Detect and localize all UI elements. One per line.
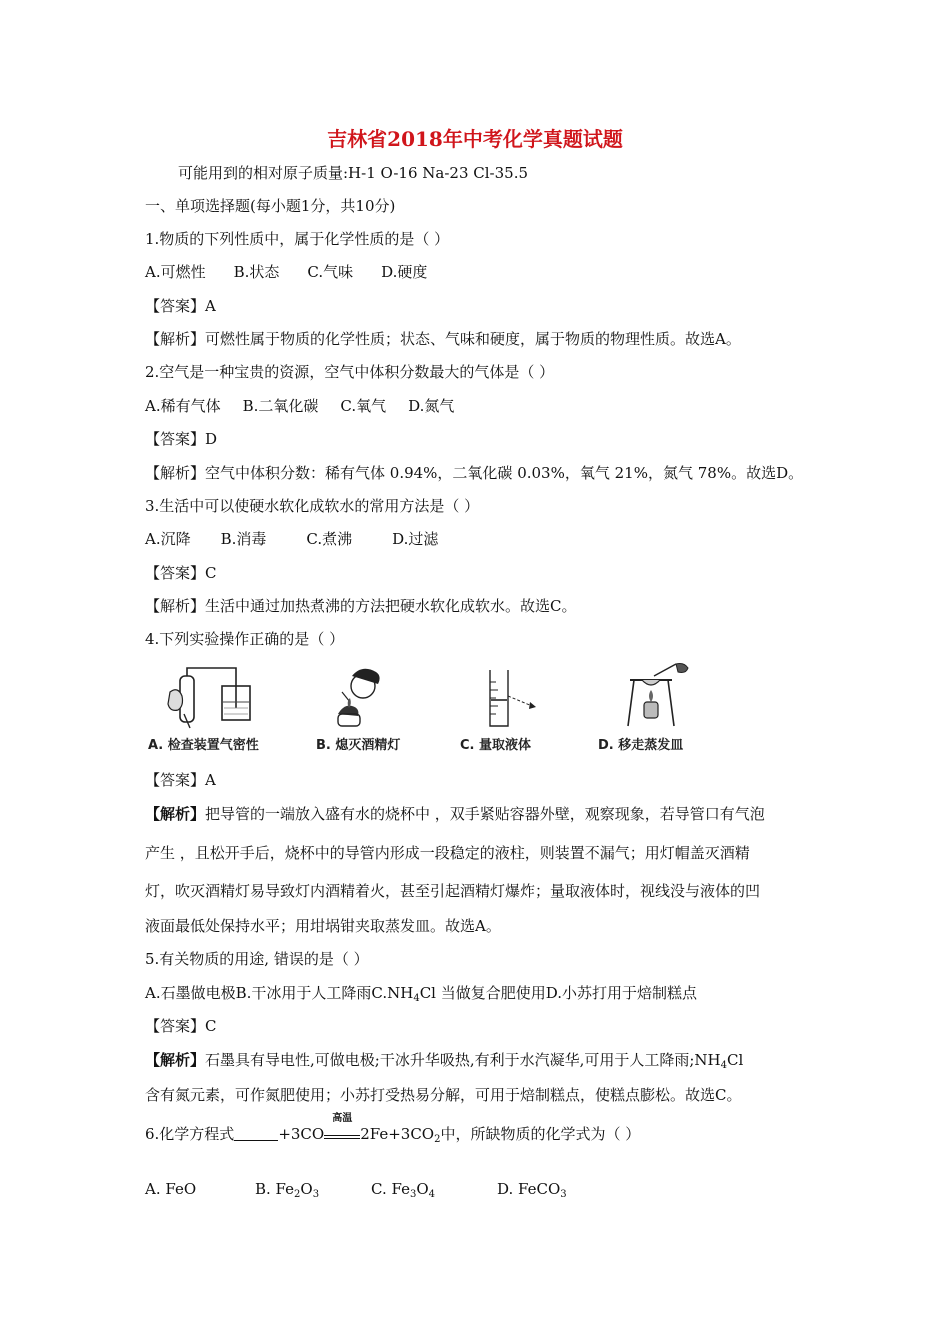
figure-c	[452, 662, 602, 758]
q4-answer-value: A	[205, 771, 216, 789]
q4-figures	[140, 662, 700, 758]
analysis-label: 【解析】	[145, 330, 206, 348]
q1-stem: 1.物质的下列性质中，属于化学性质的是（ ）	[145, 230, 450, 248]
q2-answer	[145, 429, 217, 449]
figure-b	[308, 662, 458, 758]
q6-option-a: A. FeO	[145, 1180, 197, 1198]
q3-stem: 3.生活中可以使硬水软化成软水的常用方法是（ ）	[145, 497, 480, 515]
q5-option-d: D.小苏打用于焙制糕点	[545, 984, 698, 1002]
figure-a-caption: A. 检查装置气密性	[148, 738, 259, 753]
answer-label: 【答案】	[145, 771, 206, 789]
answer-label: 【答案】	[145, 564, 206, 582]
q2-options	[145, 396, 482, 416]
q5-analysis-1: 【解析】石墨具有导电性,可做电极;干冰升华吸热,有利于水汽凝华,可用于人工降雨$;NH_4Cl$	[145, 1051, 744, 1071]
q3-answer	[145, 563, 217, 583]
graduated-cylinder-icon	[452, 662, 602, 732]
q3-analysis	[145, 596, 577, 616]
figure-b-caption: B. 熄灭酒精灯	[316, 738, 401, 753]
q3-option-b: B.消毒	[220, 530, 267, 548]
analysis-label: 【解析】	[145, 805, 206, 823]
q5-answer	[145, 1016, 217, 1036]
q5-analysis-2: 含有氮元素，可作氮肥使用；小苏打受热易分解，可用于焙制糕点，使糕点膨松。故选C。	[145, 1086, 742, 1104]
q4-answer	[145, 770, 216, 790]
analysis-label: 【解析】	[145, 1051, 206, 1069]
q2-analysis-text: 空气中体积分数：稀有气体 0.94%，二氧化碳 0.03%，氧气 21%，氮气 78%。故选D。	[205, 464, 804, 482]
analysis-label: 【解析】	[145, 597, 206, 615]
q1-answer-value: A	[205, 297, 216, 315]
q3-option-a: A.沉降	[145, 530, 191, 548]
q2-stem: 2.空气是一种宝贵的资源，空气中体积分数最大的气体是（ ）	[145, 363, 555, 381]
q2-option-b: B.二氧化碳	[242, 397, 319, 415]
q3-options	[145, 529, 466, 549]
figure-c-caption: C. 量取液体	[460, 738, 532, 753]
answer-label: 【答案】	[145, 1017, 206, 1035]
q1-options	[145, 262, 455, 282]
q6-option-b: B. $Fe_2O_3$	[255, 1180, 320, 1200]
q6-option-c: C. $Fe_3O_4$	[371, 1180, 436, 1200]
airtightness-apparatus-icon	[140, 662, 290, 732]
reaction-condition: 高温	[324, 1127, 360, 1139]
q1-option-a: A.可燃性	[145, 263, 206, 281]
q5-answer-value: C	[205, 1017, 217, 1035]
q5-option-b: B.干冰用于人工降雨	[235, 984, 372, 1002]
q4-analysis-3: 灯，吹灭酒精灯易导致灯内酒精着火，甚至引起酒精灯爆炸；量取液体时，视线没与液体的凹	[145, 882, 761, 900]
q4-analysis-4: 液面最低处保持水平；用坩埚钳夹取蒸发皿。故选A。	[145, 917, 501, 935]
evaporating-dish-icon	[590, 662, 740, 732]
q4-analysis-text-1: 把导管的一端放入盛有水的烧杯中 ，双手紧贴容器外壁，观察现象，若导管口有气泡	[205, 805, 765, 823]
analysis-label: 【解析】	[145, 464, 206, 482]
q2-option-c: C.氧气	[340, 397, 387, 415]
q1-option-b: B.状态	[233, 263, 280, 281]
q2-answer-value: D	[205, 430, 218, 448]
q2-option-a: A.稀有气体	[145, 397, 221, 415]
q6-options	[145, 1179, 567, 1199]
atomic-masses: 可能用到的相对原子质量:H-1 O-16 Na-23 Cl-35.5	[178, 164, 529, 182]
q1-analysis-text: 可燃性属于物质的化学性质；状态、气味和硬度，属于物质的物理性质。故选A。	[205, 330, 741, 348]
section-heading: 一、单项选择题(每小题1分，共10分)	[145, 197, 396, 215]
q1-option-c: C.气味	[307, 263, 354, 281]
q5-option-c: $C.NH_4Cl$ 当做复合肥使用	[371, 984, 546, 1004]
q4-stem: 4.下列实验操作正确的是（ ）	[145, 630, 345, 648]
page-title: 吉林省2018年中考化学真题试题	[327, 127, 623, 151]
q2-option-d: D.氮气	[408, 397, 455, 415]
q5-stem: 5.有关物质的用途, 错误的是（ ）	[145, 950, 369, 968]
figure-a	[140, 662, 290, 758]
q1-analysis	[145, 329, 741, 349]
q3-analysis-text: 生活中通过加热煮沸的方法把硬水软化成软水。故选C。	[205, 597, 577, 615]
answer-blank	[234, 1126, 278, 1141]
q1-answer	[145, 296, 216, 316]
q4-analysis-2: 产生 ，且松开手后，烧杯中的导管内形成一段稳定的液柱，则装置不漏气；用灯帽盖灭酒精	[145, 844, 750, 862]
q5-options	[145, 983, 697, 1003]
q4-analysis-1	[145, 804, 765, 824]
answer-label: 【答案】	[145, 297, 206, 315]
answer-label: 【答案】	[145, 430, 206, 448]
q3-answer-value: C	[205, 564, 217, 582]
q3-option-d: D.过滤	[392, 530, 439, 548]
q2-analysis	[145, 463, 803, 483]
figure-d	[590, 662, 740, 758]
q6-stem: 6.化学方程式 +3CO 高温 $2Fe+3CO_2$中，所缺物质的化学式为（ ）	[145, 1113, 641, 1145]
q3-option-c: C.煮沸	[306, 530, 353, 548]
q5-option-a: A.石墨做电极	[145, 984, 236, 1002]
q1-option-d: D.硬度	[381, 263, 428, 281]
figure-d-caption: D. 移走蒸发皿	[598, 738, 684, 753]
q6-option-d: D. FeCO$_3$	[497, 1180, 567, 1200]
alcohol-lamp-icon	[308, 662, 458, 732]
